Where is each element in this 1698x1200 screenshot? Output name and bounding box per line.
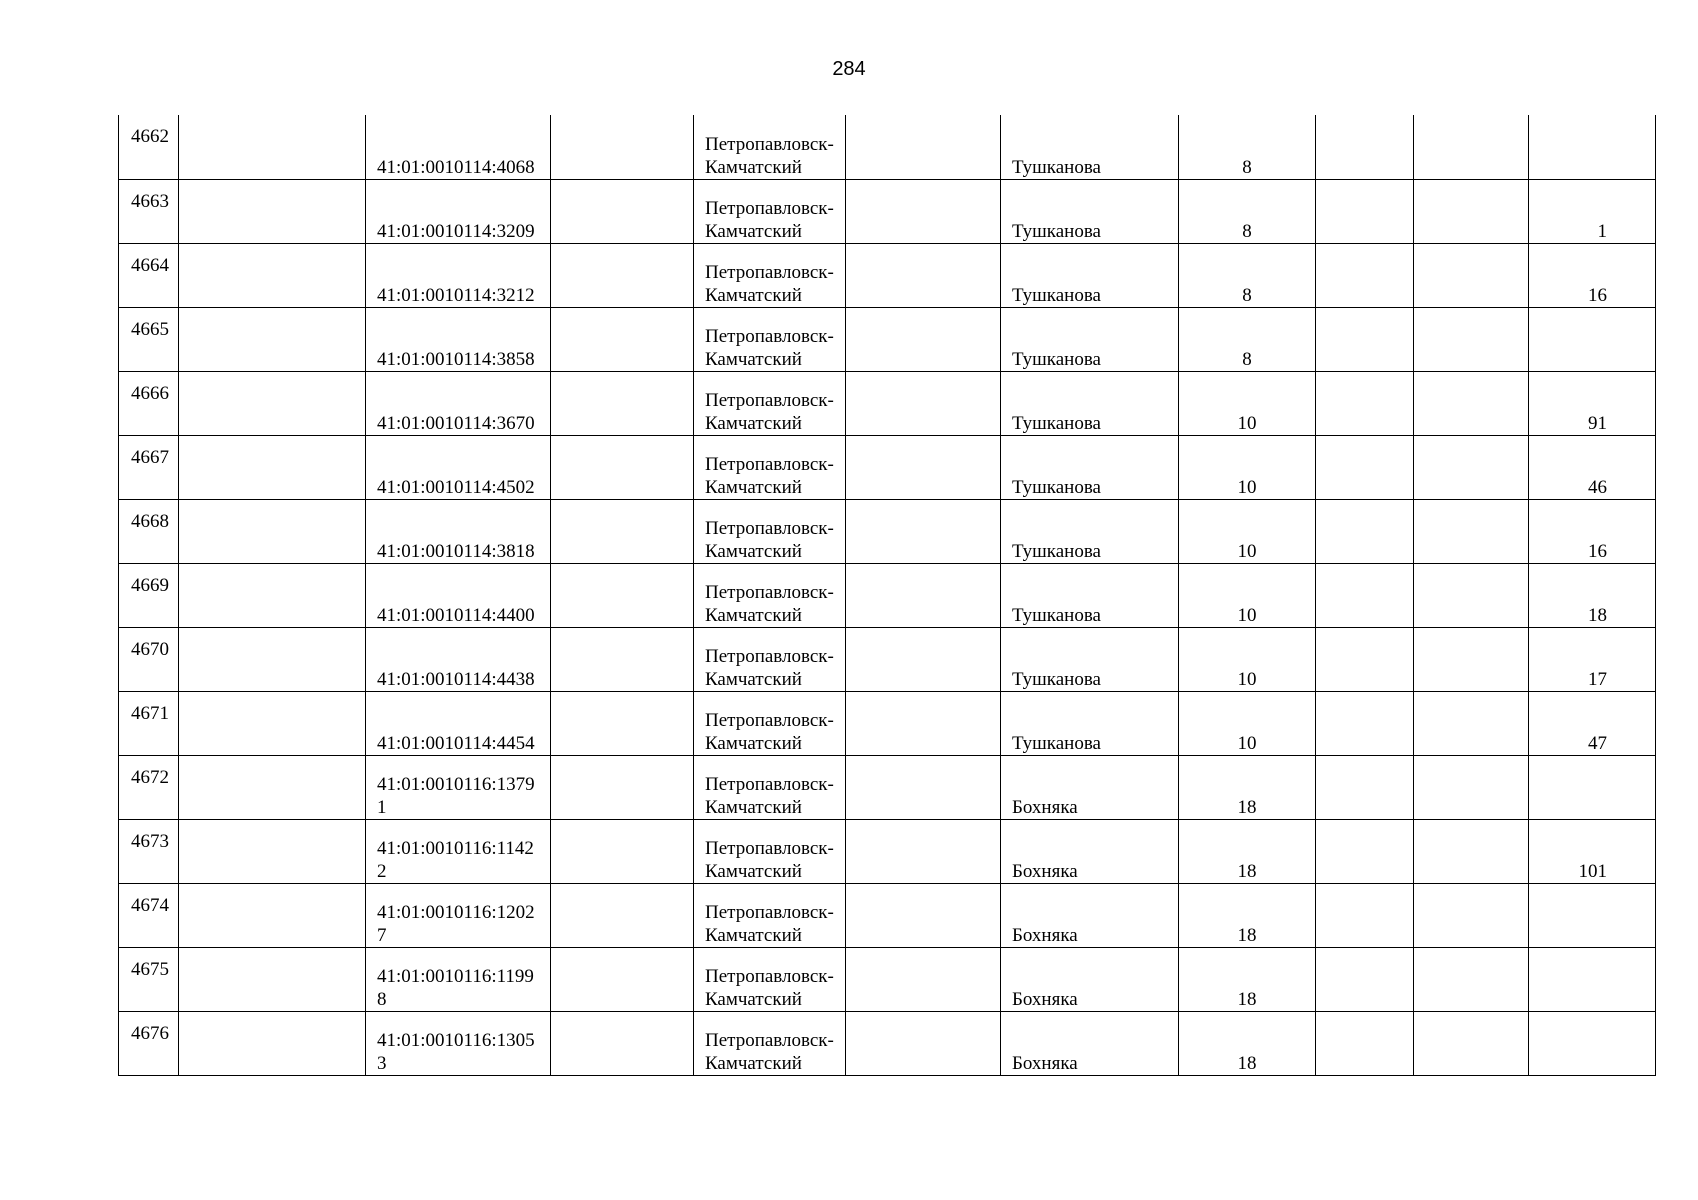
table-row bbox=[119, 755, 1656, 819]
row-number-cell: 4675 bbox=[119, 947, 179, 1011]
street-cell: Бохняка bbox=[1001, 1011, 1179, 1075]
empty-cell bbox=[1316, 819, 1414, 883]
empty-cell bbox=[1316, 563, 1414, 627]
house-number-cell: 8 bbox=[1179, 243, 1316, 307]
empty-cell bbox=[1414, 371, 1529, 435]
empty-cell bbox=[179, 115, 366, 179]
empty-cell bbox=[1414, 115, 1529, 179]
empty-cell bbox=[551, 435, 694, 499]
empty-cell bbox=[846, 819, 1001, 883]
city-cell: Петропавловск-Камчатский bbox=[694, 819, 846, 883]
apartment-number-cell bbox=[1529, 947, 1656, 1011]
city-cell: Петропавловск-Камчатский bbox=[694, 115, 846, 179]
empty-cell bbox=[551, 627, 694, 691]
empty-cell bbox=[1316, 307, 1414, 371]
house-number-cell: 18 bbox=[1179, 947, 1316, 1011]
empty-cell bbox=[1414, 947, 1529, 1011]
empty-cell bbox=[1414, 307, 1529, 371]
empty-cell bbox=[551, 179, 694, 243]
street-cell: Бохняка bbox=[1001, 755, 1179, 819]
apartment-number-cell bbox=[1529, 307, 1656, 371]
cadastral-number-cell: 41:01:0010116:12027 bbox=[366, 883, 551, 947]
apartment-number-cell: 1 bbox=[1529, 179, 1656, 243]
row-number-cell: 4665 bbox=[119, 307, 179, 371]
empty-cell bbox=[551, 691, 694, 755]
city-cell: Петропавловск-Камчатский bbox=[694, 435, 846, 499]
table-row bbox=[119, 1011, 1656, 1075]
empty-cell bbox=[179, 947, 366, 1011]
house-number-cell: 8 bbox=[1179, 115, 1316, 179]
row-number-cell: 4673 bbox=[119, 819, 179, 883]
empty-cell bbox=[846, 179, 1001, 243]
table-row bbox=[119, 115, 1656, 179]
table-row bbox=[119, 819, 1656, 883]
empty-cell bbox=[1414, 755, 1529, 819]
empty-cell bbox=[551, 755, 694, 819]
empty-cell bbox=[179, 179, 366, 243]
registry-rows bbox=[119, 115, 1656, 1075]
empty-cell bbox=[1414, 499, 1529, 563]
empty-cell bbox=[1316, 691, 1414, 755]
empty-cell bbox=[846, 307, 1001, 371]
city-cell: Петропавловск-Камчатский bbox=[694, 307, 846, 371]
house-number-cell: 10 bbox=[1179, 627, 1316, 691]
empty-cell bbox=[1316, 947, 1414, 1011]
table-row bbox=[119, 627, 1656, 691]
cadastral-number-cell: 41:01:0010114:4502 bbox=[366, 435, 551, 499]
empty-cell bbox=[1414, 435, 1529, 499]
empty-cell bbox=[179, 819, 366, 883]
empty-cell bbox=[551, 819, 694, 883]
empty-cell bbox=[551, 883, 694, 947]
apartment-number-cell bbox=[1529, 115, 1656, 179]
empty-cell bbox=[551, 307, 694, 371]
table-row bbox=[119, 307, 1656, 371]
street-cell: Тушканова bbox=[1001, 563, 1179, 627]
apartment-number-cell bbox=[1529, 883, 1656, 947]
house-number-cell: 18 bbox=[1179, 819, 1316, 883]
cadastral-number-cell: 41:01:0010114:3212 bbox=[366, 243, 551, 307]
table-row bbox=[119, 179, 1656, 243]
empty-cell bbox=[179, 1011, 366, 1075]
row-number-cell: 4662 bbox=[119, 115, 179, 179]
cadastral-number-cell: 41:01:0010114:3670 bbox=[366, 371, 551, 435]
city-cell: Петропавловск-Камчатский bbox=[694, 179, 846, 243]
empty-cell bbox=[846, 499, 1001, 563]
apartment-number-cell: 46 bbox=[1529, 435, 1656, 499]
city-cell: Петропавловск-Камчатский bbox=[694, 243, 846, 307]
apartment-number-cell: 91 bbox=[1529, 371, 1656, 435]
empty-cell bbox=[846, 947, 1001, 1011]
empty-cell bbox=[179, 243, 366, 307]
table-row bbox=[119, 883, 1656, 947]
apartment-number-cell: 16 bbox=[1529, 499, 1656, 563]
empty-cell bbox=[1316, 243, 1414, 307]
street-cell: Тушканова bbox=[1001, 179, 1179, 243]
apartment-number-cell: 18 bbox=[1529, 563, 1656, 627]
apartment-number-cell: 16 bbox=[1529, 243, 1656, 307]
street-cell: Тушканова bbox=[1001, 115, 1179, 179]
empty-cell bbox=[179, 691, 366, 755]
apartment-number-cell: 101 bbox=[1529, 819, 1656, 883]
cadastral-number-cell: 41:01:0010116:13053 bbox=[366, 1011, 551, 1075]
cadastral-number-cell: 41:01:0010116:13791 bbox=[366, 755, 551, 819]
row-number-cell: 4672 bbox=[119, 755, 179, 819]
cadastral-number-cell: 41:01:0010114:4400 bbox=[366, 563, 551, 627]
empty-cell bbox=[551, 947, 694, 1011]
empty-cell bbox=[179, 755, 366, 819]
city-cell: Петропавловск-Камчатский bbox=[694, 947, 846, 1011]
table-row bbox=[119, 691, 1656, 755]
row-number-cell: 4669 bbox=[119, 563, 179, 627]
street-cell: Тушканова bbox=[1001, 371, 1179, 435]
street-cell: Тушканова bbox=[1001, 307, 1179, 371]
empty-cell bbox=[846, 243, 1001, 307]
house-number-cell: 18 bbox=[1179, 1011, 1316, 1075]
apartment-number-cell: 47 bbox=[1529, 691, 1656, 755]
page-number: 284 bbox=[832, 58, 866, 80]
empty-cell bbox=[179, 307, 366, 371]
house-number-cell: 8 bbox=[1179, 179, 1316, 243]
empty-cell bbox=[846, 691, 1001, 755]
house-number-cell: 10 bbox=[1179, 691, 1316, 755]
empty-cell bbox=[1316, 499, 1414, 563]
street-cell: Тушканова bbox=[1001, 243, 1179, 307]
empty-cell bbox=[551, 371, 694, 435]
street-cell: Бохняка bbox=[1001, 883, 1179, 947]
empty-cell bbox=[1316, 883, 1414, 947]
empty-cell bbox=[551, 499, 694, 563]
house-number-cell: 18 bbox=[1179, 755, 1316, 819]
house-number-cell: 10 bbox=[1179, 371, 1316, 435]
empty-cell bbox=[1414, 179, 1529, 243]
apartment-number-cell bbox=[1529, 755, 1656, 819]
empty-cell bbox=[179, 883, 366, 947]
cadastral-number-cell: 41:01:0010114:3858 bbox=[366, 307, 551, 371]
row-number-cell: 4671 bbox=[119, 691, 179, 755]
street-cell: Тушканова bbox=[1001, 691, 1179, 755]
row-number-cell: 4663 bbox=[119, 179, 179, 243]
cadastral-number-cell: 41:01:0010116:11422 bbox=[366, 819, 551, 883]
empty-cell bbox=[846, 115, 1001, 179]
empty-cell bbox=[551, 115, 694, 179]
cadastral-number-cell: 41:01:0010114:4068 bbox=[366, 115, 551, 179]
empty-cell bbox=[846, 755, 1001, 819]
empty-cell bbox=[1414, 819, 1529, 883]
house-number-cell: 10 bbox=[1179, 563, 1316, 627]
empty-cell bbox=[1414, 563, 1529, 627]
table-row bbox=[119, 435, 1656, 499]
empty-cell bbox=[551, 563, 694, 627]
table-row bbox=[119, 371, 1656, 435]
empty-cell bbox=[1414, 627, 1529, 691]
empty-cell bbox=[179, 499, 366, 563]
empty-cell bbox=[1316, 371, 1414, 435]
street-cell: Бохняка bbox=[1001, 947, 1179, 1011]
table-row bbox=[119, 243, 1656, 307]
empty-cell bbox=[1414, 1011, 1529, 1075]
registry-table bbox=[118, 115, 1656, 1076]
empty-cell bbox=[1316, 627, 1414, 691]
empty-cell bbox=[846, 563, 1001, 627]
street-cell: Тушканова bbox=[1001, 435, 1179, 499]
empty-cell bbox=[179, 627, 366, 691]
empty-cell bbox=[1414, 883, 1529, 947]
cadastral-number-cell: 41:01:0010116:11998 bbox=[366, 947, 551, 1011]
row-number-cell: 4668 bbox=[119, 499, 179, 563]
city-cell: Петропавловск-Камчатский bbox=[694, 1011, 846, 1075]
row-number-cell: 4670 bbox=[119, 627, 179, 691]
empty-cell bbox=[551, 1011, 694, 1075]
row-number-cell: 4666 bbox=[119, 371, 179, 435]
house-number-cell: 18 bbox=[1179, 883, 1316, 947]
city-cell: Петропавловск-Камчатский bbox=[694, 883, 846, 947]
row-number-cell: 4676 bbox=[119, 1011, 179, 1075]
cadastral-number-cell: 41:01:0010114:3818 bbox=[366, 499, 551, 563]
street-cell: Бохняка bbox=[1001, 819, 1179, 883]
row-number-cell: 4664 bbox=[119, 243, 179, 307]
empty-cell bbox=[1414, 243, 1529, 307]
apartment-number-cell bbox=[1529, 1011, 1656, 1075]
cadastral-number-cell: 41:01:0010114:3209 bbox=[366, 179, 551, 243]
empty-cell bbox=[179, 563, 366, 627]
empty-cell bbox=[179, 371, 366, 435]
cadastral-number-cell: 41:01:0010114:4438 bbox=[366, 627, 551, 691]
house-number-cell: 10 bbox=[1179, 435, 1316, 499]
street-cell: Тушканова bbox=[1001, 499, 1179, 563]
apartment-number-cell: 17 bbox=[1529, 627, 1656, 691]
house-number-cell: 8 bbox=[1179, 307, 1316, 371]
house-number-cell: 10 bbox=[1179, 499, 1316, 563]
cadastral-number-cell: 41:01:0010114:4454 bbox=[366, 691, 551, 755]
empty-cell bbox=[1414, 691, 1529, 755]
city-cell: Петропавловск-Камчатский bbox=[694, 371, 846, 435]
row-number-cell: 4667 bbox=[119, 435, 179, 499]
empty-cell bbox=[1316, 755, 1414, 819]
empty-cell bbox=[846, 435, 1001, 499]
empty-cell bbox=[846, 1011, 1001, 1075]
street-cell: Тушканова bbox=[1001, 627, 1179, 691]
empty-cell bbox=[1316, 179, 1414, 243]
empty-cell bbox=[551, 243, 694, 307]
empty-cell bbox=[179, 435, 366, 499]
table-row bbox=[119, 563, 1656, 627]
city-cell: Петропавловск-Камчатский bbox=[694, 627, 846, 691]
table-row bbox=[119, 947, 1656, 1011]
city-cell: Петропавловск-Камчатский bbox=[694, 755, 846, 819]
row-number-cell: 4674 bbox=[119, 883, 179, 947]
empty-cell bbox=[1316, 1011, 1414, 1075]
empty-cell bbox=[1316, 435, 1414, 499]
table-row bbox=[119, 499, 1656, 563]
city-cell: Петропавловск-Камчатский bbox=[694, 563, 846, 627]
empty-cell bbox=[846, 883, 1001, 947]
city-cell: Петропавловск-Камчатский bbox=[694, 691, 846, 755]
empty-cell bbox=[846, 371, 1001, 435]
empty-cell bbox=[1316, 115, 1414, 179]
empty-cell bbox=[846, 627, 1001, 691]
city-cell: Петропавловск-Камчатский bbox=[694, 499, 846, 563]
